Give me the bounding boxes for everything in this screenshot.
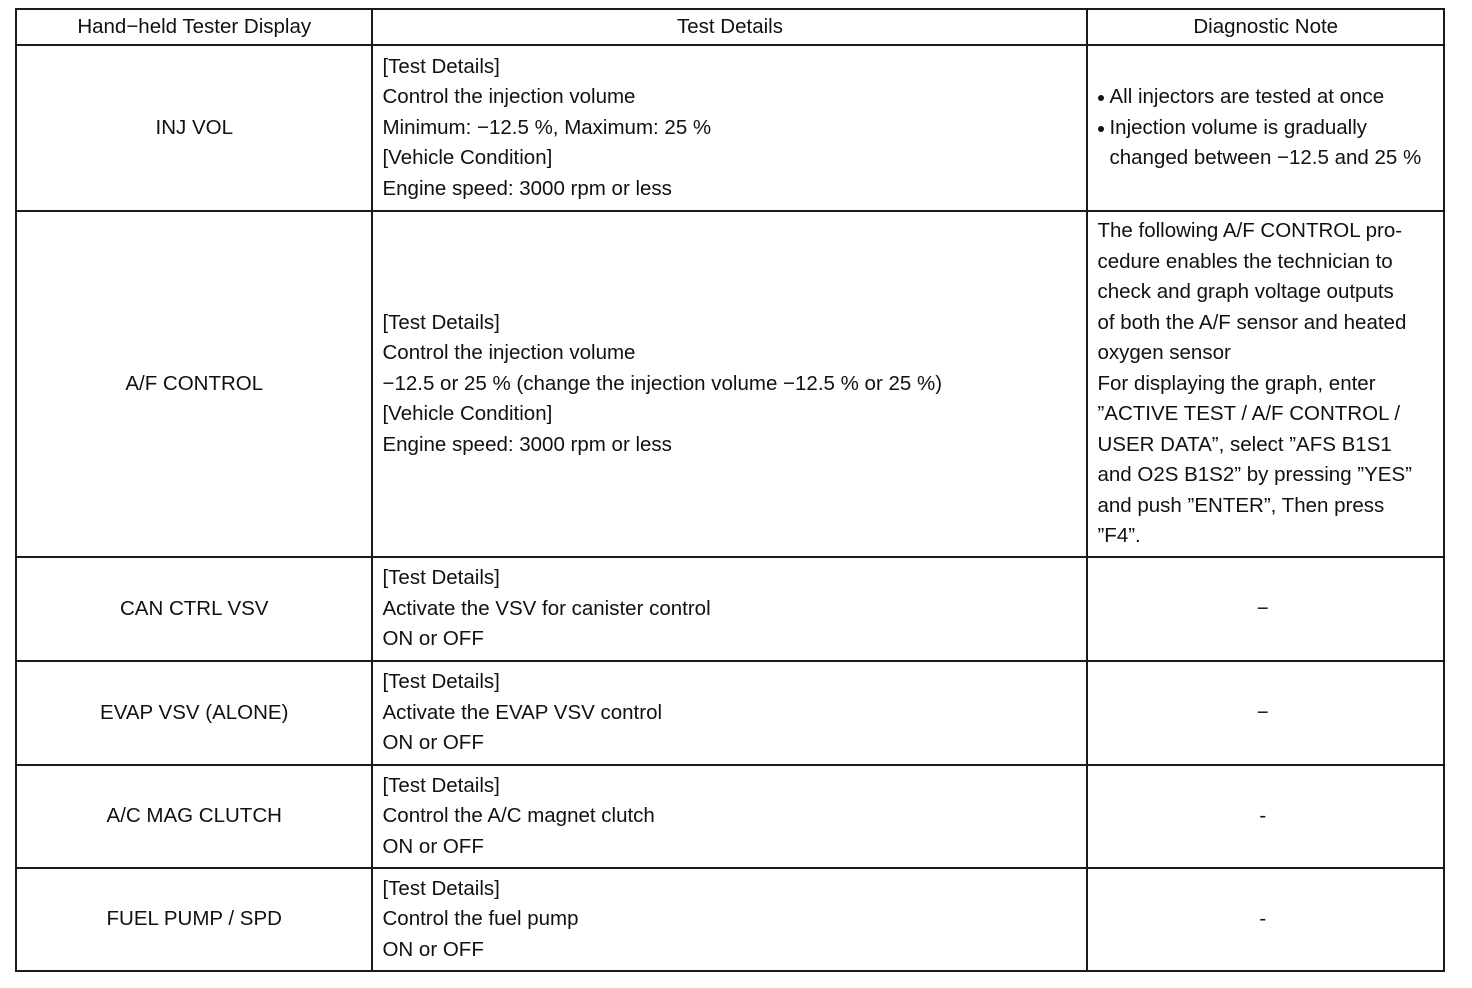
test-details-cell xyxy=(372,765,1087,868)
test-details-cell xyxy=(372,868,1087,971)
test-details-cell xyxy=(372,557,1087,661)
note-line: oxygen sensor xyxy=(1097,341,1231,365)
note-bullet-item: Injection volume is gradually changed between −12.5 and 25 % xyxy=(1097,113,1437,174)
details-line: Control the A/C magnet clutch xyxy=(382,804,655,828)
note-line: of both the A/F sensor and heated xyxy=(1097,310,1407,334)
tester-display-cell: FUEL PUMP / SPD xyxy=(16,868,372,971)
details-line: [Vehicle Condition] xyxy=(382,146,553,170)
details-line: ON or OFF xyxy=(382,627,484,651)
tester-display-cell: CAN CTRL VSV xyxy=(16,557,372,661)
details-line: [Test Details] xyxy=(382,54,500,78)
table-row-inj-vol xyxy=(16,45,1444,211)
header-tester-display: Hand−held Tester Display xyxy=(16,9,372,45)
tester-display-cell: A/C MAG CLUTCH xyxy=(16,765,372,868)
note-line: check and graph voltage outputs xyxy=(1097,280,1394,304)
note-line: cedure enables the technician to xyxy=(1097,249,1393,273)
details-line: Control the injection volume xyxy=(382,341,636,365)
tester-display-cell: A/F CONTROL xyxy=(16,211,372,557)
note-line: ”ACTIVE TEST / A/F CONTROL / xyxy=(1097,402,1401,426)
details-line: [Test Details] xyxy=(382,773,500,797)
header-diagnostic-note: Diagnostic Note xyxy=(1087,9,1444,45)
table-row-evap-vsv-alone xyxy=(16,661,1444,765)
details-line: [Test Details] xyxy=(382,670,500,694)
table-body xyxy=(16,45,1444,971)
header-row xyxy=(16,9,1444,45)
details-line: −12.5 or 25 % (change the injection volume −12.5 % or 25 %) xyxy=(382,371,943,395)
table-row-can-ctrl-vsv xyxy=(16,557,1444,661)
details-line: Activate the VSV for canister control xyxy=(382,596,711,620)
table-row-af-control xyxy=(16,211,1444,557)
note-bullet-item: All injectors are tested at once xyxy=(1097,82,1437,113)
details-line: Engine speed: 3000 rpm or less xyxy=(382,176,672,200)
note-line: The following A/F CONTROL pro- xyxy=(1097,219,1403,243)
details-line: Control the fuel pump xyxy=(382,907,579,931)
note-line: and push ”ENTER”, Then press xyxy=(1097,493,1385,517)
diagnostic-note-cell: − xyxy=(1087,661,1444,765)
details-line: Control the injection volume xyxy=(382,85,636,109)
header-test-details: Test Details xyxy=(372,9,1087,45)
details-line: ON or OFF xyxy=(382,834,484,858)
details-line: ON or OFF xyxy=(382,731,484,755)
note-line: For displaying the graph, enter xyxy=(1097,371,1376,395)
diagnostic-note-cell xyxy=(1087,45,1444,211)
table-row-ac-mag-clutch xyxy=(16,765,1444,868)
note-line: ”F4”. xyxy=(1097,524,1141,548)
details-line: [Test Details] xyxy=(382,876,500,900)
details-line: Activate the EVAP VSV control xyxy=(382,700,663,724)
diagnostic-note-cell: - xyxy=(1087,765,1444,868)
details-line: ON or OFF xyxy=(382,937,484,961)
details-line: Engine speed: 3000 rpm or less xyxy=(382,432,672,456)
test-details-cell xyxy=(372,211,1087,557)
details-line: [Vehicle Condition] xyxy=(382,402,553,426)
tester-display-cell: INJ VOL xyxy=(16,45,372,211)
note-line: and O2S B1S2” by pressing ”YES” xyxy=(1097,463,1412,487)
diagnostic-note-cell: − xyxy=(1087,557,1444,661)
note-bullet-list xyxy=(1097,82,1437,174)
test-details-cell xyxy=(372,661,1087,765)
tester-display-cell: EVAP VSV (ALONE) xyxy=(16,661,372,765)
test-details-cell xyxy=(372,45,1087,211)
details-line: [Test Details] xyxy=(382,566,500,590)
details-line: Minimum: −12.5 %, Maximum: 25 % xyxy=(382,115,712,139)
active-test-table xyxy=(15,8,1445,972)
note-line: USER DATA”, select ”AFS B1S1 xyxy=(1097,432,1392,456)
diagnostic-note-cell: - xyxy=(1087,868,1444,971)
diagnostic-note-cell xyxy=(1087,211,1444,557)
table-header xyxy=(16,9,1444,45)
table-row-fuel-pump-spd xyxy=(16,868,1444,971)
details-line: [Test Details] xyxy=(382,310,500,334)
